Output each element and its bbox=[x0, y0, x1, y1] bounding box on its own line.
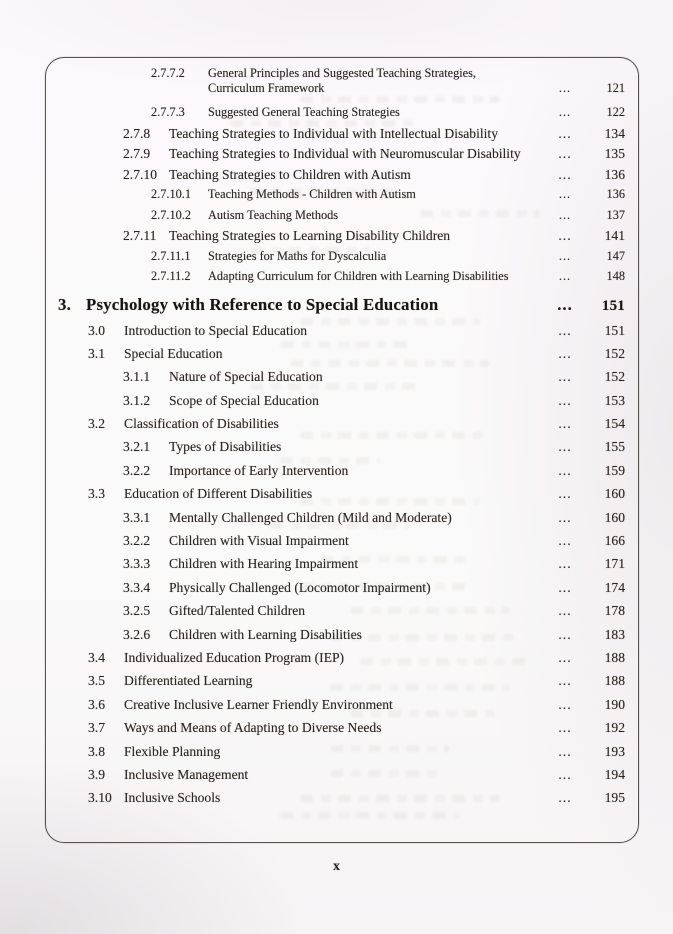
toc-entry bbox=[46, 603, 638, 626]
entry-number: 3.3.4 bbox=[123, 579, 151, 595]
toc-entry bbox=[46, 556, 638, 579]
entry-title: Teaching Methods - Children with Autism bbox=[208, 187, 416, 201]
entry-number: 2.7.10.2 bbox=[151, 207, 191, 222]
leader-dots: ... bbox=[558, 720, 572, 736]
leader-dots: ... bbox=[558, 579, 572, 595]
leader-dots: ... bbox=[558, 248, 572, 263]
entry-page: 174 bbox=[604, 579, 625, 595]
toc-entry bbox=[46, 208, 638, 229]
entry-number: 3.7 bbox=[88, 720, 105, 736]
entry-number: 3.2.6 bbox=[123, 626, 151, 642]
toc-entry bbox=[46, 105, 638, 126]
toc-entry bbox=[46, 249, 638, 270]
entry-title: Gifted/Talented Children bbox=[169, 603, 306, 619]
entry-title: Nature of Special Education bbox=[169, 369, 323, 385]
entry-number: 3.3.3 bbox=[123, 556, 151, 572]
entry-page: 190 bbox=[604, 696, 625, 712]
entry-number: 3.8 bbox=[88, 743, 105, 759]
toc-entry bbox=[46, 486, 638, 509]
entry-page: 192 bbox=[604, 720, 625, 736]
entry-page: 151 bbox=[601, 297, 625, 314]
entry-page: 160 bbox=[604, 486, 625, 502]
entry-number: 2.7.10 bbox=[123, 166, 157, 182]
toc-entry bbox=[46, 416, 638, 439]
entry-page: 147 bbox=[606, 248, 625, 263]
entry-title: Inclusive Schools bbox=[124, 790, 221, 806]
toc-entry bbox=[46, 323, 638, 346]
entry-title: Children with Hearing Impairment bbox=[169, 556, 359, 572]
entry-page: 152 bbox=[604, 369, 625, 385]
leader-dots: ... bbox=[558, 603, 572, 619]
entry-title: Flexible Planning bbox=[124, 743, 221, 759]
entry-page: 188 bbox=[604, 673, 625, 689]
toc-border-box bbox=[45, 57, 639, 843]
leader-dots: ... bbox=[558, 269, 572, 283]
toc-section-heading bbox=[46, 290, 638, 323]
entry-page: 141 bbox=[604, 228, 625, 243]
entry-title: Ways and Means of Adapting to Diverse Needs bbox=[124, 720, 382, 736]
entry-page: 193 bbox=[604, 743, 625, 759]
entry-title: Introduction to Special Education bbox=[124, 322, 308, 338]
entry-title: Children with Visual Impairment bbox=[169, 533, 349, 549]
entry-page: 136 bbox=[604, 166, 625, 182]
toc-entry bbox=[46, 126, 638, 147]
entry-title: Individualized Education Program (IEP) bbox=[124, 649, 345, 665]
toc-entry bbox=[46, 720, 638, 743]
leader-dots: ... bbox=[558, 743, 572, 759]
page-number-footer: x bbox=[333, 858, 340, 873]
entry-title: Differentiated Learning bbox=[124, 673, 253, 689]
entry-number: 2.7.7.2 bbox=[151, 66, 185, 80]
toc-entry bbox=[46, 187, 638, 208]
entry-title: Suggested General Teaching Strategies bbox=[208, 105, 400, 119]
leader-dots: ... bbox=[558, 486, 572, 502]
toc-entry bbox=[46, 228, 638, 249]
leader-dots: ... bbox=[558, 369, 572, 385]
leader-dots: ... bbox=[558, 81, 572, 95]
leader-dots: ... bbox=[558, 790, 572, 806]
leader-dots: ... bbox=[558, 439, 572, 455]
leader-dots: ... bbox=[558, 416, 572, 432]
toc-entry bbox=[46, 790, 638, 813]
toc-entry bbox=[46, 66, 638, 105]
entry-number: 3.2 bbox=[88, 416, 105, 432]
entry-page: 136 bbox=[606, 187, 625, 201]
toc-entry bbox=[46, 697, 638, 720]
entry-title: Teaching Strategies to Individual with Neuromuscular Disability bbox=[169, 146, 521, 161]
toc-entry bbox=[46, 744, 638, 767]
toc-entry bbox=[46, 580, 638, 603]
entry-page: 159 bbox=[604, 462, 625, 478]
leader-dots: ... bbox=[558, 125, 572, 141]
leader-dots: ... bbox=[558, 187, 572, 201]
entry-number: 3.2.2 bbox=[123, 462, 151, 478]
entry-title: Classification of Disabilities bbox=[124, 416, 279, 432]
entry-number: 3.10 bbox=[88, 790, 112, 806]
leader-dots: ... bbox=[558, 392, 572, 408]
entry-number: 2.7.11.2 bbox=[151, 269, 191, 283]
leader-dots: ... bbox=[558, 166, 572, 182]
entry-page: 134 bbox=[604, 125, 625, 141]
entry-page: 121 bbox=[606, 81, 625, 95]
toc-entry bbox=[46, 767, 638, 790]
entry-number: 3.2.2 bbox=[123, 533, 151, 549]
entry-page: 195 bbox=[604, 790, 625, 806]
leader-dots: ... bbox=[558, 105, 572, 119]
entry-page: 154 bbox=[604, 416, 625, 432]
leader-dots: ... bbox=[558, 146, 572, 161]
entry-number: 3.2.1 bbox=[123, 439, 151, 455]
leader-dots: ... bbox=[558, 207, 572, 222]
entry-number: 3.9 bbox=[88, 766, 105, 782]
leader-dots: ... bbox=[558, 766, 572, 782]
toc-entry bbox=[46, 369, 638, 392]
leader-dots: ... bbox=[558, 462, 572, 478]
entry-page: 152 bbox=[604, 345, 625, 361]
toc-entry bbox=[46, 533, 638, 556]
entry-number: 3.0 bbox=[88, 322, 105, 338]
entry-title: Autism Teaching Methods bbox=[208, 207, 339, 222]
entry-title: Special Education bbox=[124, 345, 223, 361]
leader-dots: ... bbox=[558, 649, 572, 665]
entry-page: 148 bbox=[606, 269, 625, 283]
entry-number: 3.6 bbox=[88, 696, 105, 712]
leader-dots: ... bbox=[558, 673, 572, 689]
entry-title: Children with Learning Disabilities bbox=[169, 626, 362, 642]
entry-number: 2.7.8 bbox=[123, 125, 151, 141]
toc-entry bbox=[46, 673, 638, 696]
entry-page: 135 bbox=[604, 146, 625, 161]
toc-list bbox=[46, 66, 638, 814]
entry-number: 3.5 bbox=[88, 673, 105, 689]
entry-page: 183 bbox=[604, 626, 625, 642]
entry-title: Teaching Strategies to Children with Autism bbox=[169, 166, 411, 182]
entry-title: Types of Disabilities bbox=[169, 439, 282, 455]
entry-page: 178 bbox=[604, 603, 625, 619]
toc-entry bbox=[46, 393, 638, 416]
entry-page: 160 bbox=[604, 509, 625, 525]
entry-page: 171 bbox=[604, 556, 625, 572]
entry-title: Strategies for Maths for Dyscalculia bbox=[208, 248, 387, 263]
entry-title: Physically Challenged (Locomotor Impairment) bbox=[169, 579, 431, 595]
entry-number: 3.4 bbox=[88, 649, 105, 665]
toc-entry bbox=[46, 463, 638, 486]
entry-number: 3.1 bbox=[88, 345, 105, 361]
entry-title: Psychology with Reference to Special Education bbox=[86, 294, 439, 314]
entry-page: 166 bbox=[604, 533, 625, 549]
entry-number: 2.7.11 bbox=[123, 228, 157, 243]
entry-number: 3.3 bbox=[88, 486, 105, 502]
toc-entry bbox=[46, 650, 638, 673]
entry-page: 155 bbox=[604, 439, 625, 455]
entry-title: Teaching Strategies to Individual with Intellectual Disability bbox=[169, 125, 498, 141]
leader-dots: ... bbox=[558, 228, 572, 243]
leader-dots: ... bbox=[558, 626, 572, 642]
leader-dots: ... bbox=[558, 345, 572, 361]
entry-page: 194 bbox=[604, 766, 625, 782]
entry-number: 3.2.5 bbox=[123, 603, 151, 619]
leader-dots: ... bbox=[558, 556, 572, 572]
toc-entry bbox=[46, 439, 638, 462]
entry-title: Importance of Early Intervention bbox=[169, 462, 349, 478]
entry-number: 3.1.1 bbox=[123, 369, 151, 385]
entry-number: 3.1.2 bbox=[123, 392, 151, 408]
toc-entry bbox=[46, 146, 638, 167]
entry-number: 2.7.11.1 bbox=[151, 248, 191, 263]
entry-title: General Principles and Suggested Teaching Strategies, bbox=[208, 66, 477, 80]
entry-title: Teaching Strategies to Learning Disability Children bbox=[169, 228, 451, 243]
toc-entry bbox=[46, 510, 638, 533]
leader-dots: ... bbox=[558, 509, 572, 525]
entry-page: 137 bbox=[606, 207, 625, 222]
entry-page: 188 bbox=[604, 649, 625, 665]
entry-title: Creative Inclusive Learner Friendly Environment bbox=[124, 696, 393, 712]
entry-number: 2.7.10.1 bbox=[151, 187, 191, 201]
leader-dots: ... bbox=[558, 696, 572, 712]
entry-title: Scope of Special Education bbox=[169, 392, 319, 408]
toc-entry bbox=[46, 627, 638, 650]
entry-title-continued: Curriculum Framework bbox=[208, 81, 325, 95]
entry-title: Adapting Curriculum for Children with Learning Disabilities bbox=[208, 269, 509, 283]
entry-title: Inclusive Management bbox=[124, 766, 249, 782]
entry-page: 122 bbox=[606, 105, 625, 119]
leader-dots: ... bbox=[558, 533, 572, 549]
leader-dots: ... bbox=[558, 322, 572, 338]
entry-page: 151 bbox=[604, 322, 625, 338]
entry-title: Education of Different Disabilities bbox=[124, 486, 313, 502]
toc-entry bbox=[46, 346, 638, 369]
toc-entry bbox=[46, 269, 638, 290]
entry-page: 153 bbox=[604, 392, 625, 408]
entry-number: 2.7.7.3 bbox=[151, 105, 185, 119]
entry-number: 2.7.9 bbox=[123, 146, 151, 161]
leader-dots: ... bbox=[557, 294, 573, 314]
entry-number: 3. bbox=[58, 294, 71, 314]
toc-entry bbox=[46, 167, 638, 188]
entry-title: Mentally Challenged Children (Mild and Moderate) bbox=[169, 509, 452, 525]
entry-number: 3.3.1 bbox=[123, 509, 151, 525]
